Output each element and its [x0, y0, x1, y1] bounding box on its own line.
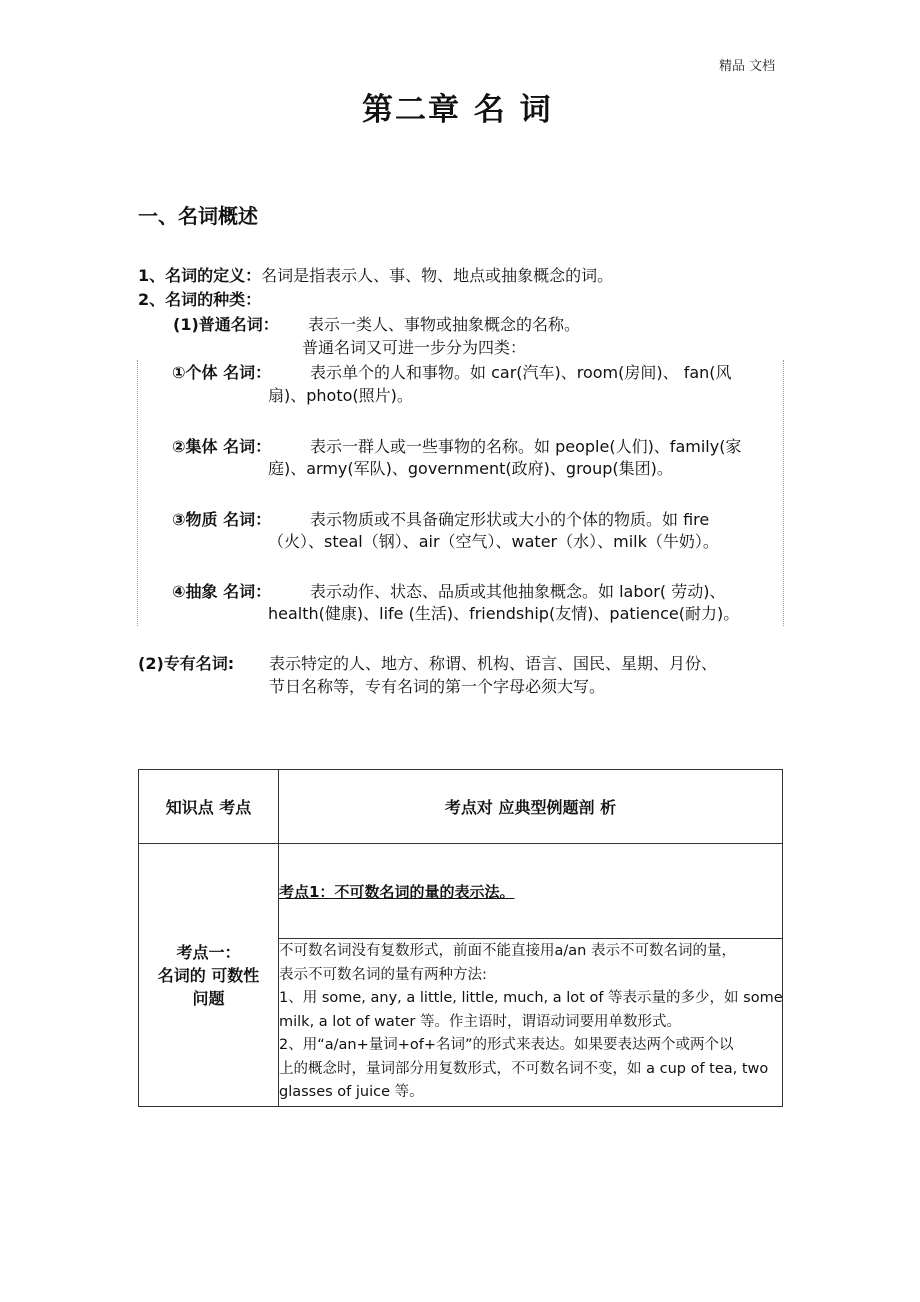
category-collective-label: ②集体 名词： [172, 437, 272, 456]
kp1-title: 考点1：不可数名词的量的表示法。 [279, 844, 783, 939]
analysis-line: 表示不可数名词的量有两种方法: [279, 966, 487, 983]
proper-noun-line2: 节日名称等，专有名词的第一个字母必须大写。 [269, 677, 606, 696]
right-dotted-border [783, 360, 784, 626]
proper-noun-line1: 表示特定的人、地方、称谓、机构、语言、国民、星期、月份、 [269, 654, 718, 673]
definition-line [138, 265, 613, 287]
proper-noun-label: (2)专有名词: [138, 654, 235, 673]
definition-text: 名词是指表示人、事、物、地点或抽象概念的词。 [261, 266, 614, 285]
analysis-line: milk, a lot of water 等。作主语时，谓语动词要用单数形式。 [279, 1013, 681, 1030]
category-abstract-line1: 表示动作、状态、品质或其他抽象概念。如 labor( 劳动)、 [310, 582, 726, 601]
table-header-right: 考点对 应典型例题剖 析 [279, 770, 783, 844]
category-material-line1: 表示物质或不具备确定形状或大小的个体的物质。如 fire [310, 510, 710, 529]
common-noun-subtext: 普通名词又可进一步分为四类： [302, 338, 527, 357]
topic-line: 问题 [192, 988, 225, 1008]
category-collective-line1: 表示一群人或一些事物的名称。如 people(人们)、family(家 [310, 437, 742, 456]
table-row [139, 844, 783, 939]
table-header-left: 知识点 考点 [139, 770, 279, 844]
section-heading: 一、名词概述 [138, 204, 258, 228]
category-individual-line1: 表示单个的人和事物。如 car(汽车)、room(房间)、 fan(风 [310, 363, 732, 382]
left-dotted-border [137, 360, 138, 626]
page-title: 第二章 名 词 [362, 92, 553, 128]
page-header: 精品 文档 [719, 59, 776, 74]
topic-line: 名词的 可数性 [157, 965, 260, 985]
analysis-line: 上的概念时，量词部分用复数形式，不可数名词不变，如 a cup of tea, two [279, 1060, 769, 1077]
table-header-row [139, 770, 783, 844]
category-abstract-line2: health(健康)、life (生活)、friendship(友情)、patience(耐力)。 [268, 604, 740, 623]
category-collective-line2: 庭)、army(军队)、government(政府)、group(集团)。 [268, 459, 673, 478]
category-material-label: ③物质 名词： [172, 510, 272, 529]
analysis-line: 不可数名词没有复数形式，前面不能直接用a/an 表示不可数名词的量， [279, 943, 736, 960]
analysis-cell [279, 939, 783, 1107]
category-individual-label: ①个体 名词： [172, 363, 272, 382]
category-abstract-label: ④抽象 名词： [172, 582, 272, 601]
knowledge-table [138, 769, 783, 1107]
common-noun-text: 表示一类人、事物或抽象概念的名称。 [308, 315, 581, 334]
common-noun-label: (1)普通名词： [173, 315, 279, 334]
types-label: 2、名词的种类： [138, 290, 262, 309]
category-material-line2: （火）、steal（钢）、air（空气）、water（水）、milk（牛奶）。 [268, 532, 719, 551]
category-individual-line2: 扇)、photo(照片)。 [268, 386, 413, 405]
topic-line: 考点一： [176, 942, 241, 962]
definition-label: 1、名词的定义： [138, 266, 262, 285]
analysis-line: 2、用“a/an+量词+of+名词”的形式来表达。如果要表达两个或两个以 [279, 1037, 734, 1054]
table-topic-cell [139, 844, 279, 1107]
analysis-line: 1、用 some, any, a little, little, much, a lot of 等表示量的多少，如 some [279, 990, 783, 1007]
analysis-line: glasses of juice 等。 [279, 1084, 424, 1101]
